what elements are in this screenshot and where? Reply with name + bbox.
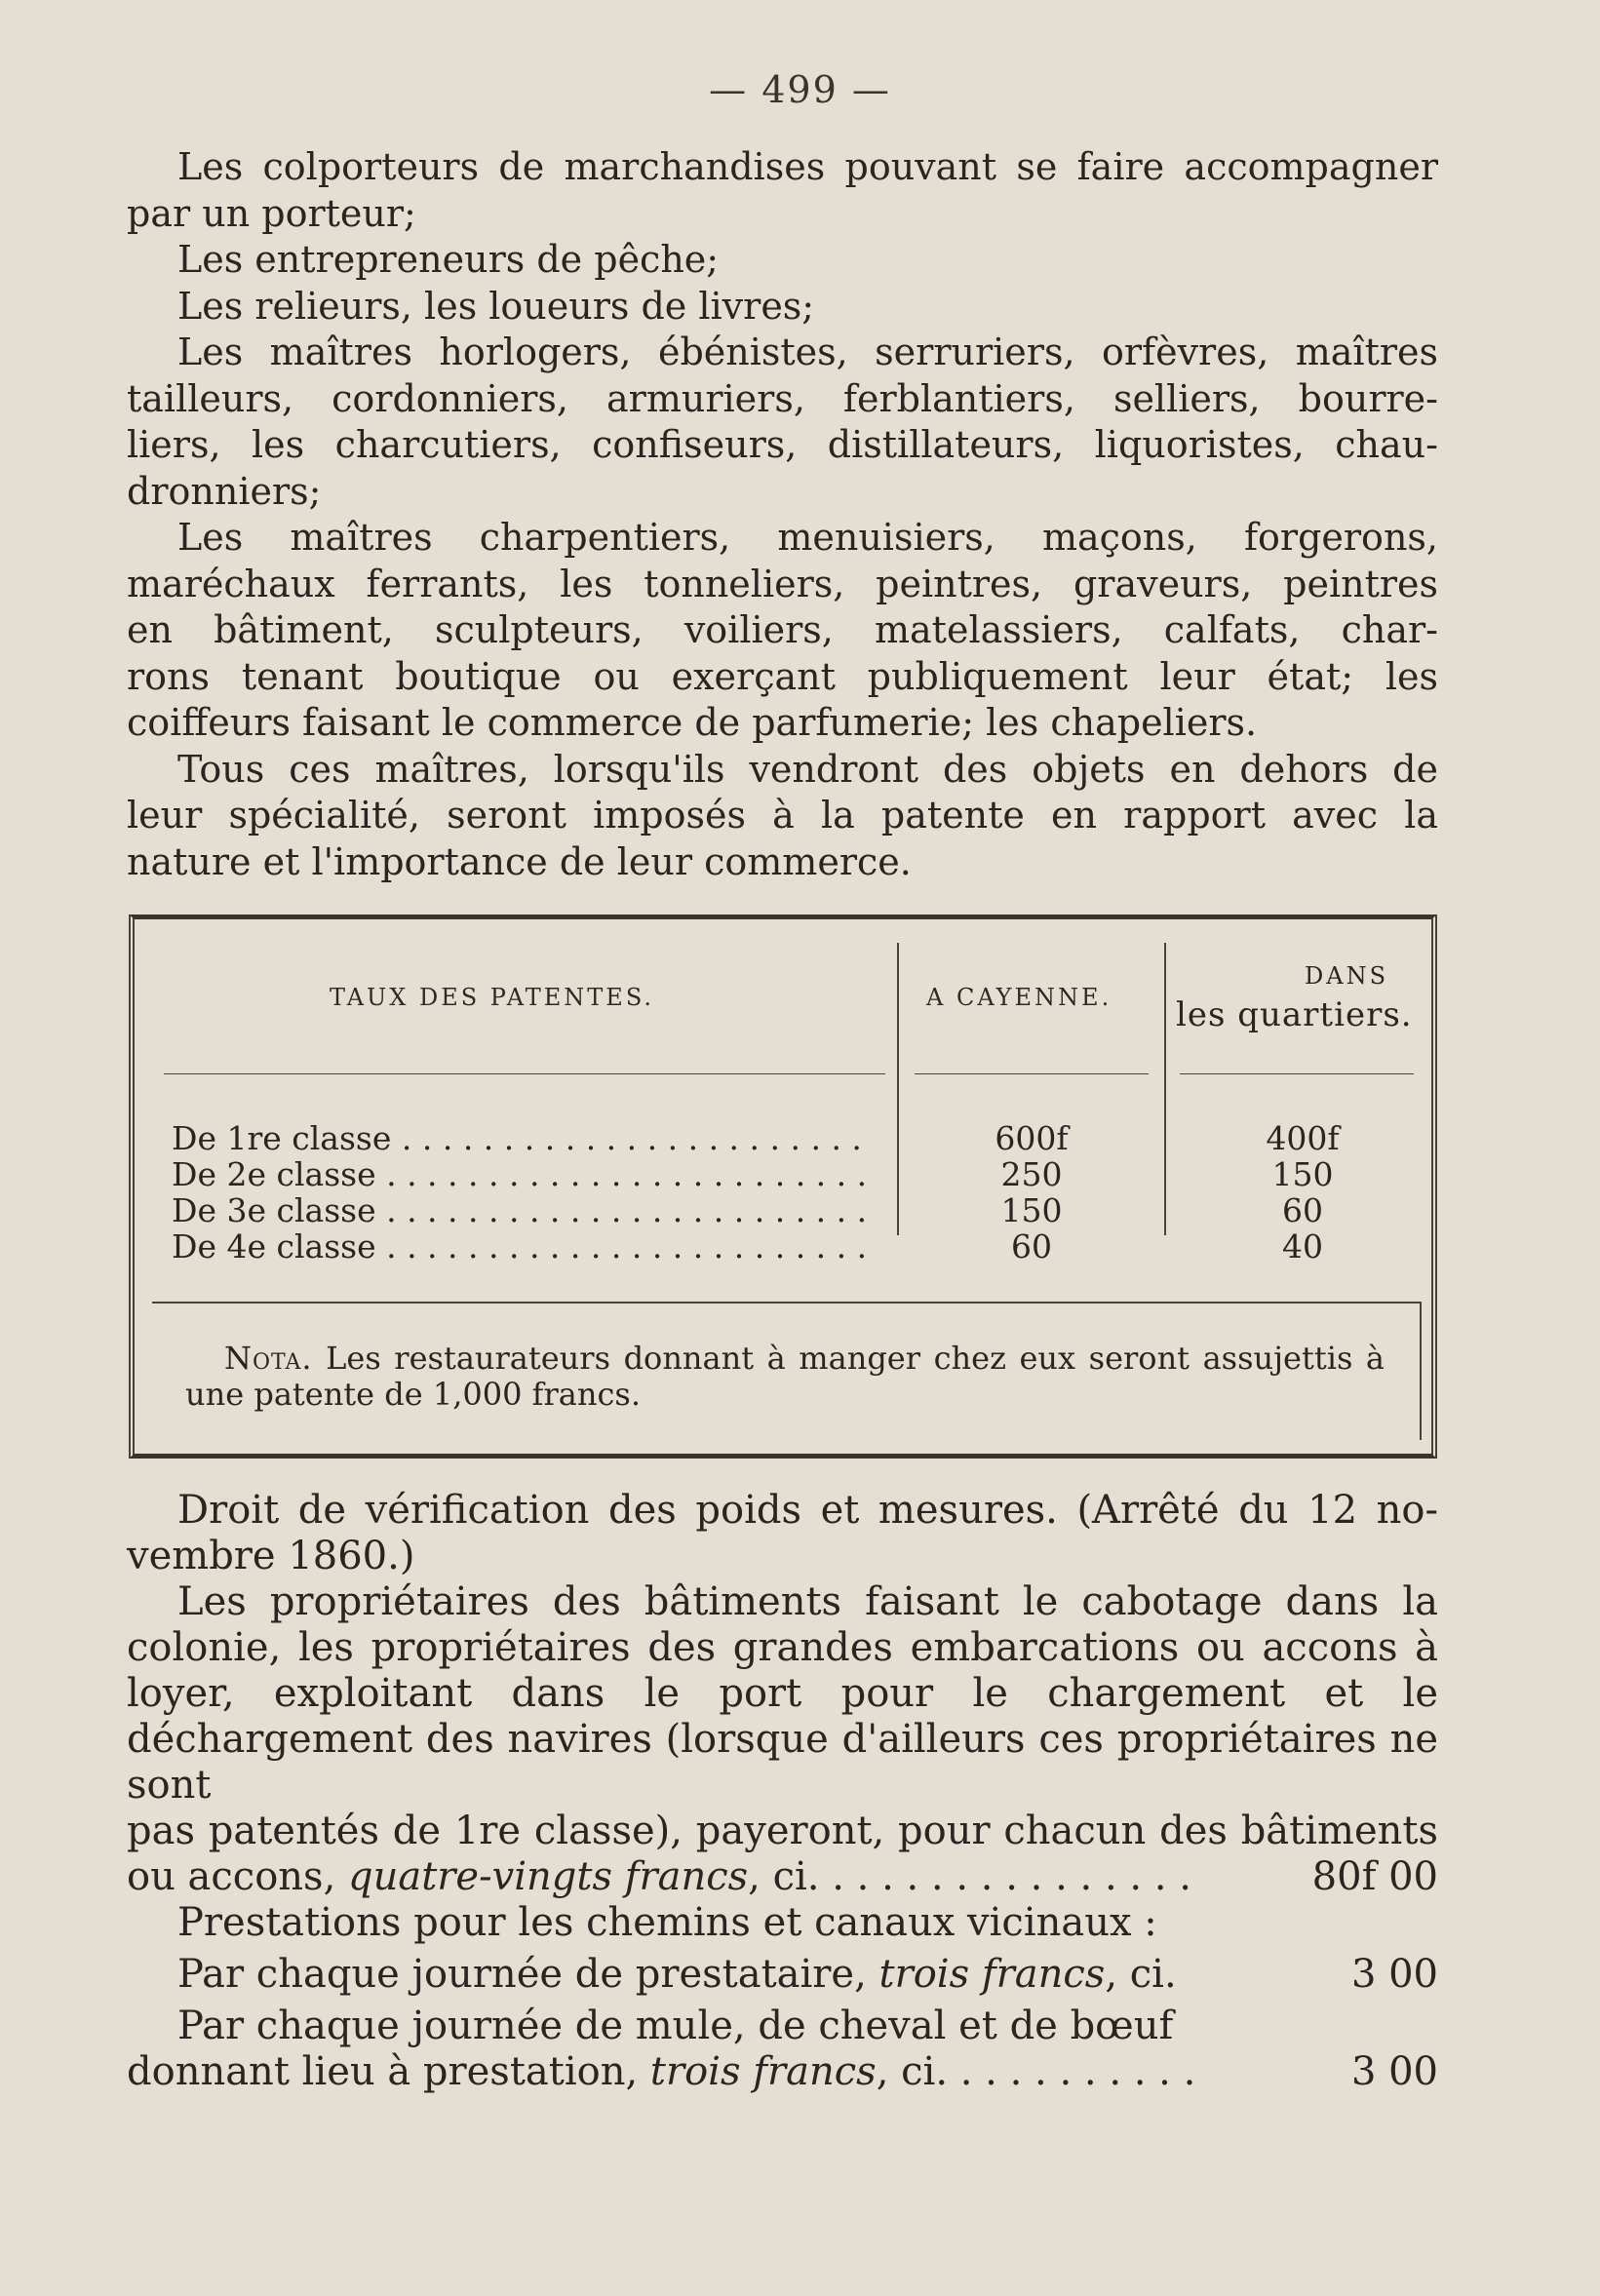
column-divider: [897, 943, 899, 1235]
text-fragment: , ci. . . . . . . . . . . . . . . .: [748, 1854, 1191, 1899]
text-line: pas patentés de 1re classe), payeront, pour chacun des bâtiments: [127, 1809, 1438, 1853]
text-line: Les colporteurs de marchandises pouvant se faire accompagner: [177, 145, 1438, 188]
amount-line: [127, 2049, 1438, 2095]
text-line: liers, les charcutiers, confiseurs, distillateurs, liquoristes, chau-: [127, 423, 1438, 466]
text-line: vembre 1860.): [127, 1534, 415, 1578]
amount-value: 80f 00: [1311, 1854, 1438, 1899]
text-line: Les maîtres horlogers, ébénistes, serruriers, orfèvres, maîtres: [177, 331, 1438, 373]
text-line: tailleurs, cordonniers, armuriers, ferblantiers, selliers, bourre-: [127, 376, 1438, 420]
header-rule: [915, 1073, 1149, 1074]
text-line: par un porteur;: [127, 191, 416, 235]
text-fragment: donnant lieu à prestation,: [127, 2049, 650, 2094]
page-number: — 499 —: [709, 68, 891, 111]
text-line: loyer, exploitant dans le port pour le chargement et le déchargement des navires (lorsque d'ailleurs ces propriétaires ne sont: [127, 1671, 1438, 1808]
text-fragment-italic: trois francs: [649, 2049, 877, 2094]
text-line: Prestations pour les chemins et canaux vicinaux :: [177, 1900, 1157, 1945]
header-cayenne: A CAYENNE.: [926, 984, 1112, 1011]
text-fragment-italic: quatre-vingts francs: [348, 1854, 749, 1899]
header-quartiers: les quartiers.: [1176, 995, 1413, 1034]
top-text-block: [127, 144, 1438, 885]
text-line: Les maîtres charpentiers, menuisiers, maçons, forgerons,: [177, 516, 1438, 559]
cayenne-value: 600f: [995, 1119, 1069, 1157]
text-fragment: , ci. . . . . . . . . . .: [876, 2049, 1196, 2094]
text-line: Les entrepreneurs de pêche;: [177, 238, 720, 281]
quartiers-value: 150: [1271, 1155, 1334, 1193]
amount-line: [127, 1854, 1438, 1900]
text-line: Droit de vérification des poids et mesures. (Arrêté du 12 no-: [177, 1488, 1438, 1533]
row-label: De 4e classe . . .: [172, 1228, 874, 1265]
text-line: Par chaque journée de mule, de cheval et de bœuf: [177, 2004, 1174, 2048]
text-line: maréchaux ferrants, les tonneliers, peintres, graveurs, peintres: [127, 562, 1438, 605]
row-label: De 2e classe . . .: [172, 1156, 874, 1192]
text-line: leur spécialité, seront imposés à la patente en rapport avec la: [127, 794, 1438, 837]
patent-rates-table: [129, 915, 1437, 1459]
amount-value: 3 00: [1350, 2049, 1438, 2094]
row-label: De 3e classe . . .: [172, 1192, 874, 1228]
amount-value: 3 00: [1350, 1952, 1438, 1997]
amount-line: [127, 1952, 1438, 1998]
text-line: colonie, les propriétaires des grandes embarcations ou accons à: [127, 1625, 1438, 1670]
header-taux: TAUX DES PATENTES.: [330, 984, 655, 1011]
text-line: dronniers;: [127, 469, 322, 513]
header-rule: [1180, 1073, 1414, 1074]
text-line: en bâtiment, sculpteurs, voiliers, matelassiers, calfats, char-: [127, 608, 1438, 651]
text-fragment-italic: trois francs: [878, 1952, 1106, 1997]
nota-text: [185, 1341, 1385, 1413]
header-rule: [164, 1073, 885, 1074]
text-line: Les propriétaires des bâtiments faisant le cabotage dans la: [177, 1579, 1438, 1624]
header-dans: DANS: [1305, 962, 1389, 990]
text-line: rons tenant boutique ou exerçant publiquement leur état; les: [127, 654, 1438, 698]
quartiers-value: 60: [1282, 1191, 1323, 1229]
cayenne-value: 60: [1011, 1227, 1052, 1265]
row-label: De 1re classe . . .: [172, 1120, 874, 1156]
nota-label: Nota.: [224, 1340, 313, 1377]
cayenne-value: 150: [1000, 1191, 1063, 1229]
text-line: nature et l'importance de leur commerce.: [127, 839, 912, 883]
text-fragment: ou accons,: [127, 1854, 349, 1899]
quartiers-value: 40: [1282, 1227, 1323, 1265]
text-line: Tous ces maîtres, lorsqu'ils vendront des objets en dehors de: [177, 747, 1438, 791]
text-fragment: , ci.: [1105, 1952, 1177, 1997]
column-divider: [1164, 943, 1166, 1235]
text-fragment: Par chaque journée de prestataire,: [177, 1952, 879, 1997]
cayenne-value: 250: [1000, 1155, 1063, 1193]
text-line: Les relieurs, les loueurs de livres;: [177, 284, 815, 328]
bottom-text-block: [127, 1488, 1438, 2095]
text-line: coiffeurs faisant le commerce de parfumerie; les chapeliers.: [127, 701, 1258, 744]
nota-body: Les restaurateurs donnant à manger chez eux seront assujettis à une patente de 1,000 francs.: [185, 1340, 1385, 1413]
quartiers-value: 400f: [1266, 1119, 1340, 1157]
